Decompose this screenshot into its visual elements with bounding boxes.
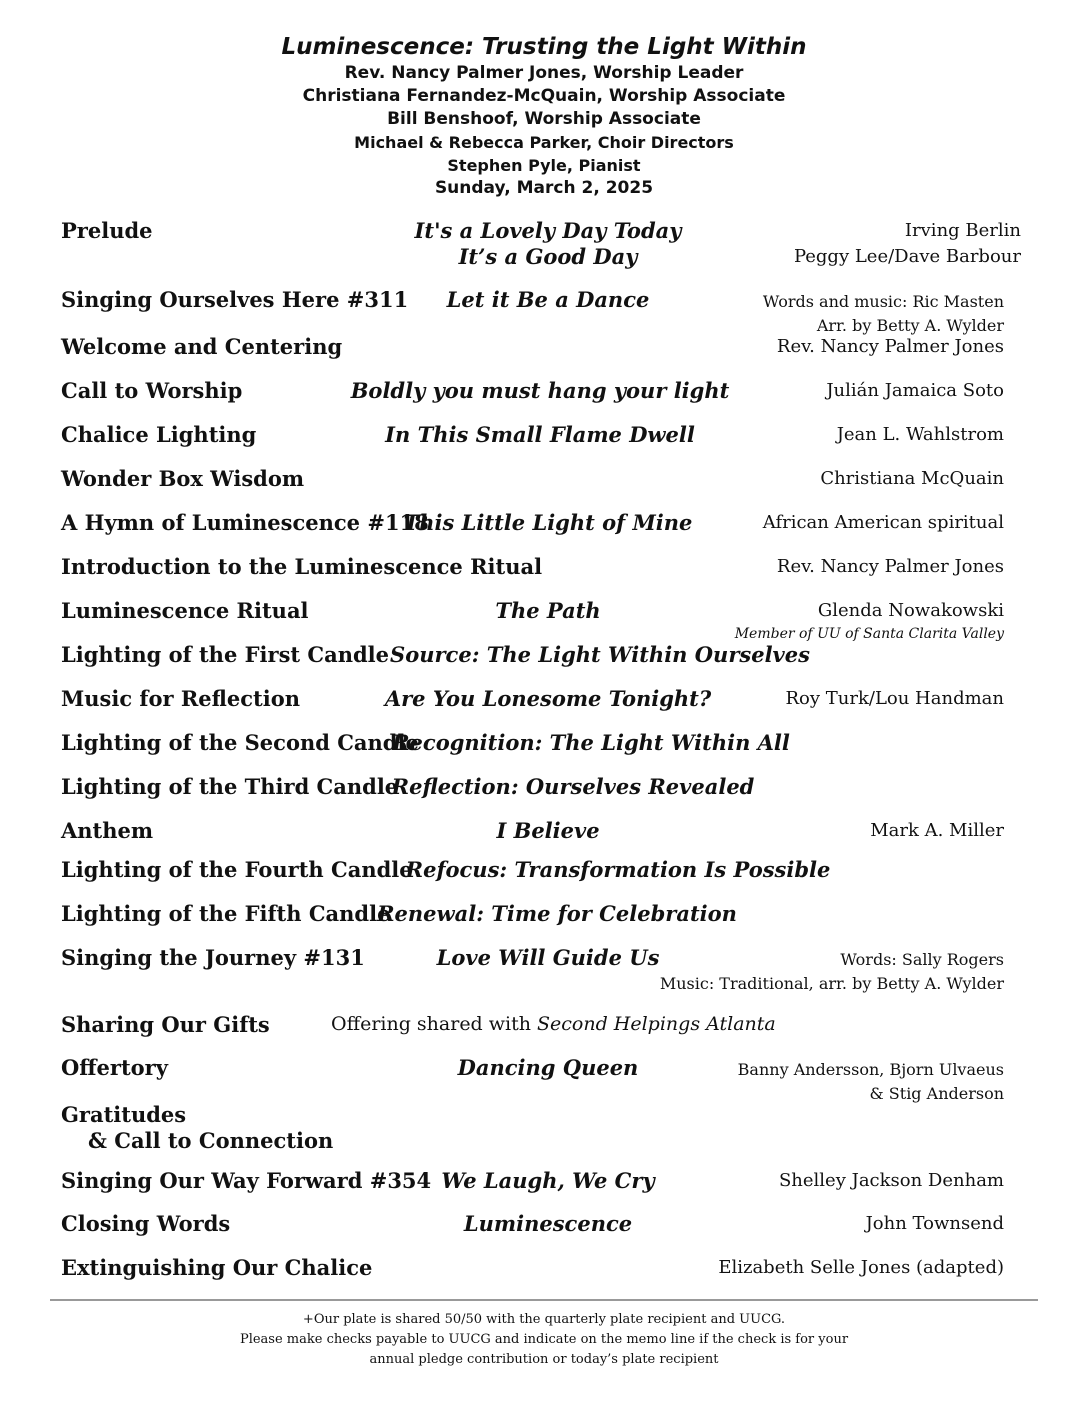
item-credit: Rev. Nancy Palmer Jones xyxy=(776,336,1004,357)
item-credit: Arr. by Betty A. Wylder xyxy=(816,316,1004,335)
item-credit: & Stig Anderson xyxy=(869,1084,1004,1103)
item-label: Offertory xyxy=(61,1055,168,1080)
item-label: Singing Ourselves Here #311 xyxy=(61,287,409,312)
item-label: Prelude xyxy=(61,218,153,243)
item-credit: Peggy Lee/Dave Barbour xyxy=(793,246,1021,267)
item-credit: Glenda Nowakowski xyxy=(817,600,1004,621)
item-label: Extinguishing Our Chalice xyxy=(61,1255,373,1280)
item-song-title: It's a Lovely Day Today xyxy=(414,218,682,243)
item-song-title: Luminescence xyxy=(463,1211,633,1236)
item-label: Lighting of the Fifth Candle xyxy=(61,901,391,926)
item-label: Lighting of the First Candle xyxy=(61,642,390,667)
worship-associate-1: Christiana Fernandez-McQuain, Worship Associate xyxy=(302,86,786,106)
item-song-title: Dancing Queen xyxy=(457,1055,639,1080)
item-label: Wonder Box Wisdom xyxy=(61,466,305,491)
item-credit: Rev. Nancy Palmer Jones xyxy=(776,556,1004,577)
item-credit: Irving Berlin xyxy=(904,220,1021,241)
item-label: Call to Worship xyxy=(61,378,243,403)
item-credit: Shelley Jackson Denham xyxy=(778,1170,1004,1191)
item-credit: John Townsend xyxy=(865,1213,1004,1234)
item-label: Lighting of the Third Candle xyxy=(61,774,399,799)
item-label: Gratitudes xyxy=(61,1102,187,1127)
item-label: Closing Words xyxy=(61,1211,231,1236)
footer-line: Please make checks payable to UUCG and indicate on the memo line if the check is for your xyxy=(239,1332,849,1347)
item-song-title: The Path xyxy=(495,598,601,623)
item-song-title: Reflection: Ourselves Revealed xyxy=(391,774,755,799)
item-song-title: Refocus: Transformation Is Possible xyxy=(405,857,831,882)
footer-note xyxy=(0,1310,1088,1370)
item-label: Lighting of the Fourth Candle xyxy=(61,857,413,882)
footer-line: +Our plate is shared 50/50 with the quarterly plate recipient and UUCG. xyxy=(302,1312,786,1327)
item-credit: Elizabeth Selle Jones (adapted) xyxy=(718,1257,1004,1278)
offering-note xyxy=(331,1013,776,1035)
item-song-title: This Little Light of Mine xyxy=(403,510,693,535)
item-label: Music for Reflection xyxy=(61,686,301,711)
item-label: Luminescence Ritual xyxy=(61,598,309,623)
item-label: Sharing Our Gifts xyxy=(61,1012,270,1037)
item-song-title: Love Will Guide Us xyxy=(436,945,660,970)
offering-note-text: Offering shared with xyxy=(331,1013,538,1035)
item-credit: Julián Jamaica Soto xyxy=(826,380,1004,401)
item-credit: Words and music: Ric Masten xyxy=(762,292,1004,311)
item-label: Welcome and Centering xyxy=(61,334,343,359)
worship-associate-2: Bill Benshoof, Worship Associate xyxy=(387,109,701,129)
item-credit: Jean L. Wahlstrom xyxy=(836,424,1004,445)
footer-divider xyxy=(50,1299,1038,1301)
worship-leader: Rev. Nancy Palmer Jones, Worship Leader xyxy=(344,63,744,83)
service-date: Sunday, March 2, 2025 xyxy=(434,178,654,198)
item-song-title: Boldly you must hang your light xyxy=(350,378,730,403)
item-credit: Words: Sally Rogers xyxy=(840,950,1004,969)
item-label: Singing Our Way Forward #354 xyxy=(61,1168,432,1193)
item-credit-note: Member of UU of Santa Clarita Valley xyxy=(734,626,1004,642)
pianist: Stephen Pyle, Pianist xyxy=(447,156,641,175)
item-label: A Hymn of Luminescence #118 xyxy=(61,510,429,535)
item-label: Chalice Lighting xyxy=(61,422,257,447)
item-song-title: In This Small Flame Dwell xyxy=(385,422,695,447)
service-title: Luminescence: Trusting the Light Within xyxy=(281,34,807,60)
item-song-title: Renewal: Time for Celebration xyxy=(377,901,737,926)
item-credit: Banny Andersson, Bjorn Ulvaeus xyxy=(737,1060,1004,1079)
program-header xyxy=(0,32,1088,200)
item-credit: Roy Turk/Lou Handman xyxy=(785,688,1004,709)
item-credit: Mark A. Miller xyxy=(870,820,1004,841)
item-label: Anthem xyxy=(61,818,154,843)
item-credit: African American spiritual xyxy=(762,512,1004,533)
footer-line: annual pledge contribution or today’s plate recipient xyxy=(369,1352,719,1367)
item-song-title: I Believe xyxy=(496,818,600,843)
item-credit: Christiana McQuain xyxy=(820,468,1004,489)
choir-directors: Michael & Rebecca Parker, Choir Directors xyxy=(354,133,734,152)
item-label: Lighting of the Second Candle xyxy=(61,730,419,755)
item-song-title: Source: The Light Within Ourselves xyxy=(390,642,810,667)
item-song-title: Are You Lonesome Tonight? xyxy=(384,686,712,711)
item-label: Introduction to the Luminescence Ritual xyxy=(61,554,543,579)
item-song-title: We Laugh, We Cry xyxy=(441,1168,655,1193)
item-label-continued: & Call to Connection xyxy=(88,1128,334,1153)
offering-recipient: Second Helpings Atlanta xyxy=(537,1013,776,1035)
item-credit: Music: Traditional, arr. by Betty A. Wylder xyxy=(659,974,1004,993)
item-label: Singing the Journey #131 xyxy=(61,945,365,970)
item-song-title: Recognition: The Light Within All xyxy=(392,730,790,755)
item-song-title: Let it Be a Dance xyxy=(446,287,650,312)
item-song-title: It’s a Good Day xyxy=(458,244,638,269)
